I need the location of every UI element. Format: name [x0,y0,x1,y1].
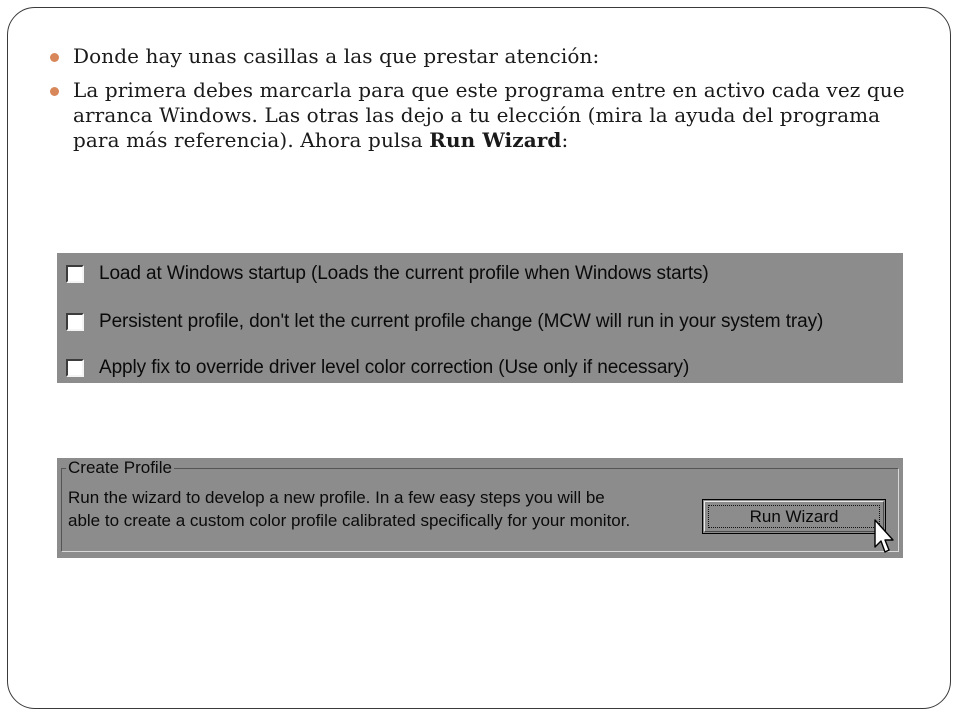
create-profile-line-1: Run the wizard to develop a new profile. In a few easy steps you will be [68,488,605,507]
checkbox-row-persistent-profile[interactable] [66,309,823,335]
create-profile-title: Create Profile [68,458,172,477]
run-wizard-button[interactable] [702,499,886,534]
load-at-startup-checkbox[interactable] [66,265,84,283]
bullet-text-2: La primera debes marcarla para que este programa entre en activo cada vez que arranca Windows. Las otras las dejo a tu elección (mira la ayuda del programa para más referencia). Ahora pulsa [73,78,905,152]
create-profile-panel [57,458,903,558]
run-wizard-label[interactable]: Run Wizard [749,506,839,526]
bullet-text-2-end: : [561,128,569,152]
bullet-dot-icon [50,53,59,62]
persistent-profile-label[interactable]: Persistent profile, don't let the current profile change (MCW will run in your system tray) [99,311,824,332]
checkbox-row-apply-fix[interactable] [66,355,689,381]
load-at-startup-label[interactable]: Load at Windows startup (Loads the current profile when Windows starts) [99,263,709,284]
apply-fix-label[interactable]: Apply fix to override driver level color correction (Use only if necessary) [99,357,690,378]
apply-fix-checkbox[interactable] [66,359,84,377]
bullet-dot-icon [50,87,59,96]
bullet-item-2 [50,78,920,153]
bullet-item-1 [50,44,920,69]
persistent-profile-checkbox[interactable] [66,313,84,331]
arrow-cursor-icon [874,519,898,555]
options-panel [57,253,903,383]
bullet-bold-run-wizard: Run Wizard [429,128,562,152]
bullet-text-1: Donde hay unas casillas a las que prestar atención: [73,44,600,68]
create-profile-line-2: able to create a custom color profile calibrated specifically for your monitor. [68,511,631,530]
create-profile-description [68,486,630,532]
bullet-list [50,44,920,162]
checkbox-row-load-at-startup[interactable] [66,261,709,287]
